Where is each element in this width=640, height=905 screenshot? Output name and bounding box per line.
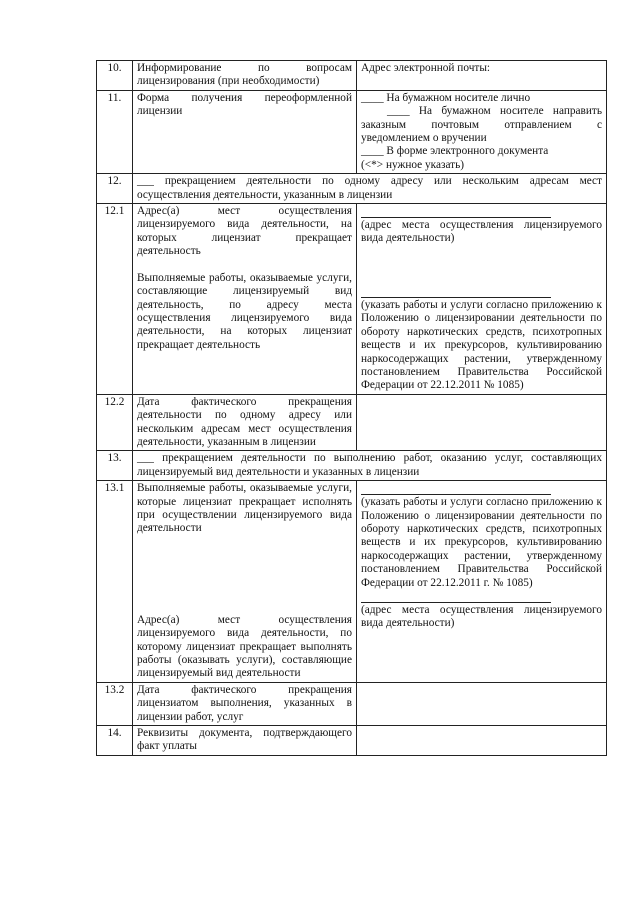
row-value [357, 204, 607, 395]
row-number: 11. [97, 90, 133, 173]
table-row [97, 61, 607, 91]
row-label [133, 481, 357, 683]
section-heading: ___ прекращением деятельности по выполнению работ, оказанию услуг, составляющих лицензируемый вид деятельности и указанных в лицензии [133, 451, 607, 481]
fill-line [361, 590, 551, 603]
row-number: 14. [97, 726, 133, 756]
label-works: Выполняемые работы, оказываемые услуги, составляющие лицензируемый вид деятельность, по адресу места осуществления лицензируемого вида деятельности, на которых лицензиат прекращает деятельность [137, 271, 352, 351]
table-row [97, 481, 607, 683]
table-row [97, 394, 607, 451]
row-value [357, 394, 607, 451]
hint-address: (адрес места осуществления лицензируемого вида деятельности) [361, 219, 602, 245]
section-heading: ___ прекращением деятельности по одному адресу или нескольким адресам мест осуществления деятельности, указанным в лицензии [133, 174, 607, 204]
label-addresses: Адрес(а) мест осуществления лицензируемого вида деятельности, по которому лицензиат прекращает выполнять работы (оказывать услуги), составляющие лицензируемый вид деятельности [137, 613, 352, 680]
hint-works: (указать работы и услуги согласно приложению к Положению о лицензировании деятельности по обороту наркотических средств, психотропных веществ и их прекурсоров, культивированию наркосодержащих растении, утвержденному постановлением Правительства Российской Федерации от 22.12.2011 г. № 1085) [361, 496, 602, 589]
fill-line [361, 482, 551, 495]
row-label [133, 204, 357, 395]
fill-line [361, 205, 551, 218]
hint-works: (указать работы и услуги согласно приложению к Положению о лицензировании деятельности по обороту наркотических средств, психотропных веществ и их прекурсоров, культивированию наркосодержащих растении, утвержденному постановлением Правительства Российской Федерации от 22.12.2011 № 1085) [361, 298, 602, 392]
row-label: Дата фактического прекращения лицензиатом выполнения, указанных в лицензии работ, услуг [133, 682, 357, 725]
label-works: Выполняемые работы, оказываемые услуги, которые лицензиат прекращает исполнять при осуществлении лицензируемого вида деятельности [137, 482, 352, 535]
row-value [357, 726, 607, 756]
row-label: Дата фактического прекращения деятельности по одному адресу или нескольким адресам мест осуществления деятельности, указанным в лицензии [133, 394, 357, 451]
option-paper-personal: ____ На бумажном носителе лично [361, 91, 531, 104]
row-label: Реквизиты документа, подтверждающего факт уплаты [133, 726, 357, 756]
table-row [97, 451, 607, 481]
fill-line [361, 285, 551, 298]
row-number: 12.2 [97, 394, 133, 451]
table-row [97, 90, 607, 173]
row-value [357, 682, 607, 725]
hint-address: (адрес места осуществления лицензируемого вида деятельности) [361, 604, 602, 630]
row-number: 13. [97, 451, 133, 481]
row-label: Форма получения переоформленной лицензии [133, 90, 357, 173]
select-note: (<*> нужное указать) [361, 158, 465, 171]
table-row [97, 174, 607, 204]
table-row [97, 726, 607, 756]
option-electronic: ____ В форме электронного документа [361, 145, 549, 158]
row-number: 13.2 [97, 682, 133, 725]
row-number: 13.1 [97, 481, 133, 683]
row-value [357, 90, 607, 173]
row-label: Информирование по вопросам лицензирования (при необходимости) [133, 61, 357, 91]
table-row [97, 682, 607, 725]
row-number: 12.1 [97, 204, 133, 395]
table-row [97, 204, 607, 395]
application-table [96, 60, 607, 756]
row-value [357, 481, 607, 683]
row-number: 12. [97, 174, 133, 204]
row-number: 10. [97, 61, 133, 91]
option-paper-mail: ____ На бумажном носителе направить заказным почтовым отправлением с уведомлением о вручении [361, 105, 602, 145]
row-value: Адрес электронной почты: [357, 61, 607, 91]
label-addresses: Адрес(а) мест осуществления лицензируемого вида деятельности, на которых лицензиат прекращает деятельность [137, 205, 352, 258]
